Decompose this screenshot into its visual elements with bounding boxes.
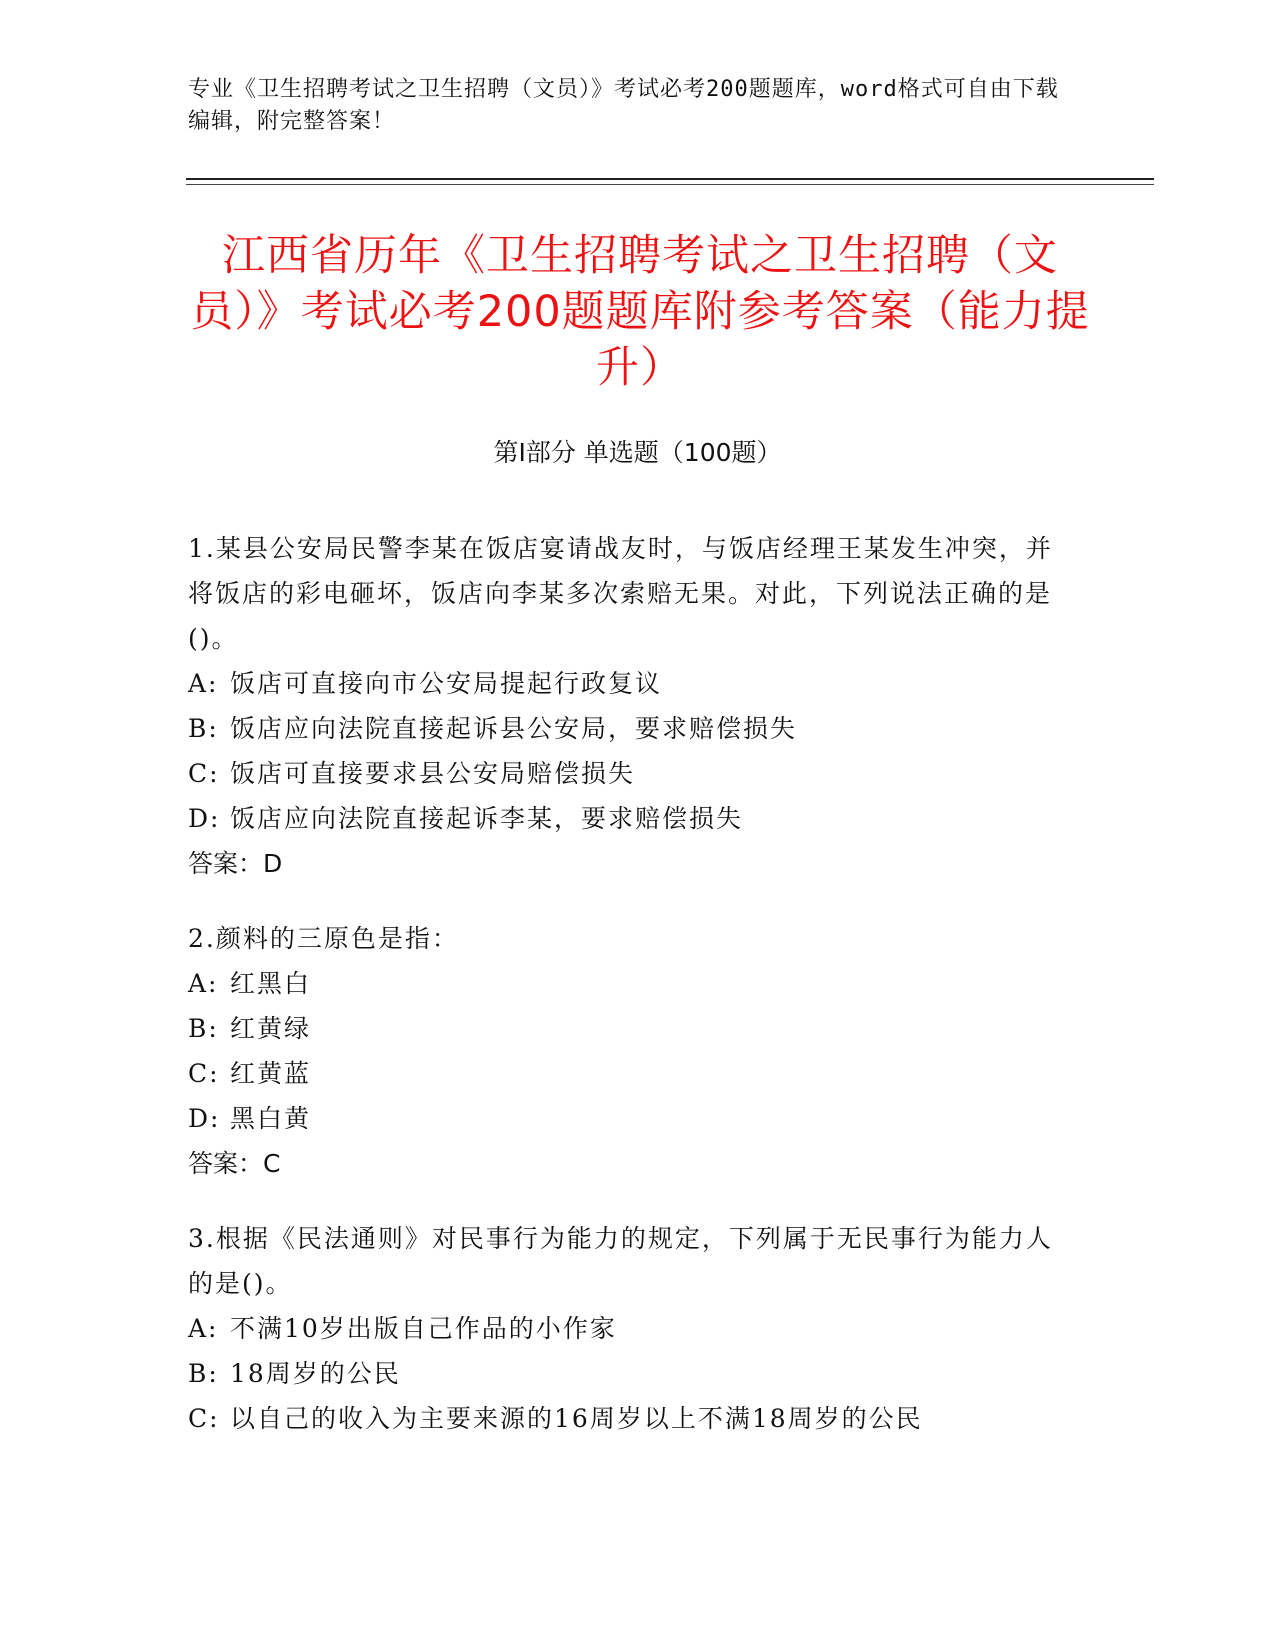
question-answer: 答案：C xyxy=(188,1149,281,1178)
option-text: 饭店可直接向市公安局提起行政复议 xyxy=(230,669,663,698)
option-letter: C: xyxy=(188,759,220,788)
question-option xyxy=(188,1096,1068,1141)
question-stem: 2.颜料的三原色是指： xyxy=(188,924,459,953)
question-option xyxy=(188,661,1068,706)
question-stem: 1.某县公安局民警李某在饭店宴请战友时，与饭店经理王某发生冲突，并将饭店的彩电砸坏，饭店向李某多次索赔无果。对此，下列说法正确的是()。 xyxy=(188,534,1053,653)
question-option xyxy=(188,1051,1068,1096)
option-letter: B: xyxy=(188,714,219,743)
question-option xyxy=(188,1351,1068,1396)
question-option xyxy=(188,706,1068,751)
header-divider-thick xyxy=(186,178,1154,180)
option-letter: B: xyxy=(188,1014,219,1043)
question-option xyxy=(188,1396,1068,1441)
option-letter: D: xyxy=(188,804,221,833)
option-letter: A: xyxy=(188,669,219,698)
option-letter: C: xyxy=(188,1404,220,1433)
question-option xyxy=(188,961,1068,1006)
option-text: 以自己的收入为主要来源的16周岁以上不满18周岁的公民 xyxy=(230,1404,923,1433)
question-option xyxy=(188,751,1068,796)
header-divider-thin xyxy=(186,184,1154,185)
option-text: 红黄绿 xyxy=(230,1014,312,1043)
option-text: 18周岁的公民 xyxy=(230,1359,401,1388)
question-option xyxy=(188,796,1068,841)
option-letter: C: xyxy=(188,1059,220,1088)
question-option xyxy=(188,1306,1068,1351)
option-letter: A: xyxy=(188,1314,219,1343)
option-text: 黑白黄 xyxy=(230,1104,312,1133)
option-letter: D: xyxy=(188,1104,221,1133)
question-answer: 答案：D xyxy=(188,849,283,878)
question-list xyxy=(188,526,1068,1471)
header-note: 专业《卫生招聘考试之卫生招聘（文员）》考试必考200题题库，word格式可自由下载编辑，附完整答案！ xyxy=(188,77,1059,134)
document-title: 江西省历年《卫生招聘考试之卫生招聘（文员）》考试必考200题题库附参考答案（能力提升） xyxy=(190,231,1090,393)
question-item xyxy=(188,1216,1068,1441)
option-text: 不满10岁出版自己作品的小作家 xyxy=(230,1314,617,1343)
option-text: 饭店可直接要求县公安局赔偿损失 xyxy=(230,759,636,788)
section-title: 第I部分 单选题（100题） xyxy=(493,438,782,467)
option-text: 饭店应向法院直接起诉李某，要求赔偿损失 xyxy=(230,804,744,833)
option-letter: A: xyxy=(188,969,219,998)
question-item xyxy=(188,526,1068,886)
question-option xyxy=(188,1006,1068,1051)
option-letter: B: xyxy=(188,1359,219,1388)
option-text: 红黑白 xyxy=(230,969,312,998)
option-text: 饭店应向法院直接起诉县公安局，要求赔偿损失 xyxy=(230,714,798,743)
question-stem: 3.根据《民法通则》对民事行为能力的规定，下列属于无民事行为能力人的是()。 xyxy=(188,1224,1053,1298)
option-text: 红黄蓝 xyxy=(230,1059,312,1088)
question-item xyxy=(188,916,1068,1186)
